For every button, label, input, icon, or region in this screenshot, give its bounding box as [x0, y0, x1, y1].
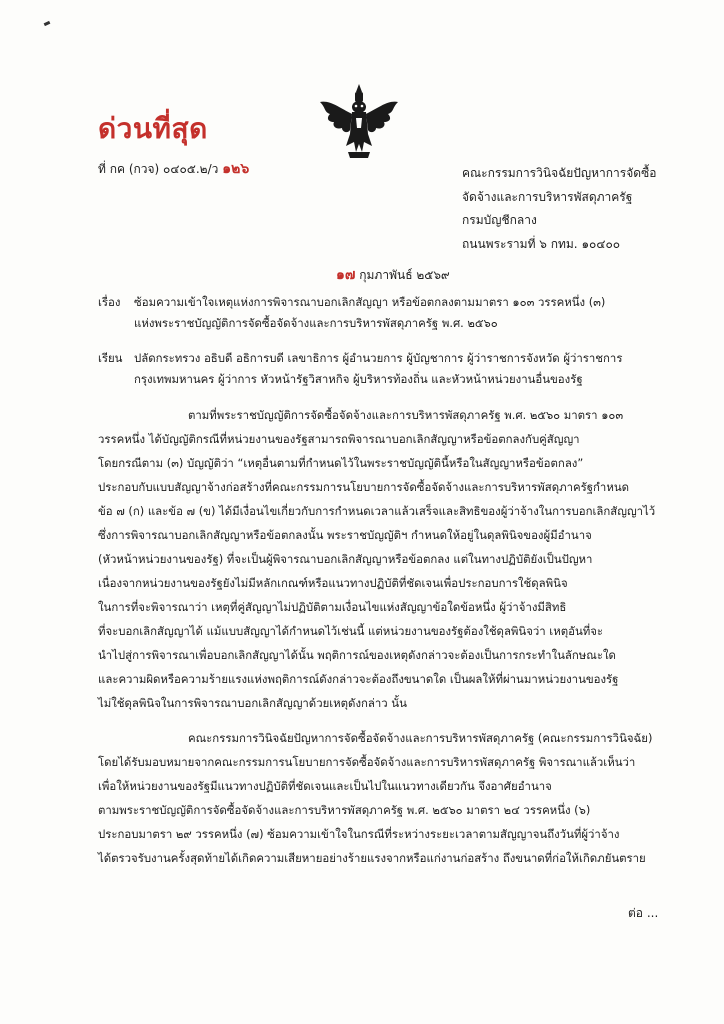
- paragraph1-line: ไม่ใช้ดุลพินิจในการพิจารณาบอกเลิกสัญญาด้วยเหตุดังกล่าว นั้น: [98, 696, 407, 710]
- paragraph1-line: ประกอบกับแบบสัญญาจ้างก่อสร้างที่คณะกรรมการนโยบายการจัดซื้อจัดจ้างและการบริหารพัสดุภาครัฐกำหนด: [98, 480, 630, 494]
- urgent-stamp: ด่วนที่สุด: [98, 112, 208, 145]
- paragraph1-line: และความผิดหรือความร้ายแรงแห่งพฤติการณ์ดังกล่าวจะต้องถึงขนาดใด เป็นผลให้ที่ผ่านมาหน่วยงานของรัฐ: [98, 672, 619, 686]
- date-day: ๑๗: [336, 267, 356, 283]
- address-line: ถนนพระรามที่ ๖ กทม. ๑๐๔๐๐: [462, 236, 621, 251]
- paragraph1-line: ตามที่พระราชบัญญัติการจัดซื้อจัดจ้างและการบริหารพัสดุภาครัฐ พ.ศ. ๒๕๖๐ มาตรา ๑๐๓: [188, 408, 624, 422]
- paragraph1-line: ซึ่งการพิจารณาบอกเลิกสัญญาหรือข้อตกลงนั้น พระราชบัญญัติฯ กำหนดให้อยู่ในดุลพินิจของผู้มีอำนาจ: [98, 528, 592, 542]
- reference-handwritten-number: ๑๒๖: [222, 161, 250, 177]
- paragraph1-line: (หัวหน้าหน่วยงานของรัฐ) ที่จะเป็นผู้พิจารณาบอกเลิกสัญญาหรือข้อตกลง แต่ในทางปฏิบัติยังเป็นปัญหา: [98, 552, 593, 566]
- recipient-line: ปลัดกระทรวง อธิบดี อธิการบดี เลขาธิการ ผู้อำนวยการ ผู้บัญชาการ ผู้ว่าราชการจังหวัด ผู้ว่าราชการ: [134, 351, 623, 365]
- recipient-label: เรียน: [98, 351, 123, 365]
- recipient: [98, 348, 622, 369]
- paragraph2-line: เพื่อให้หน่วยงานของรัฐมีแนวทางปฏิบัติที่ชัดเจนและเป็นไปในแนวทางเดียวกัน จึงอาศัยอำนาจ: [98, 779, 552, 793]
- continued-indicator: ต่อ ...: [628, 906, 659, 920]
- subject-line: ซ้อมความเข้าใจเหตุแห่งการพิจารณาบอกเลิกสัญญา หรือข้อตกลงตามมาตรา ๑๐๓ วรรคหนึ่ง (๓): [134, 295, 606, 309]
- paragraph1-line: ที่จะบอกเลิกสัญญาได้ แม้แบบสัญญาได้กำหนดไว้เช่นนี้ แต่หน่วยงานของรัฐต้องใช้ดุลพินิจว่า เหตุอันที่จะ: [98, 624, 604, 638]
- subject-label: เรื่อง: [98, 295, 121, 309]
- garuda-emblem-icon: [318, 82, 400, 162]
- sender-address: [462, 162, 656, 256]
- recipient-line-2: กรุงเทพมหานคร ผู้ว่าการ หัวหน้ารัฐวิสาหกิจ ผู้บริหารท้องถิ่น และหัวหน้าหน่วยงานอื่นของรัฐ: [134, 372, 583, 386]
- paragraph2-line: ประกอบมาตรา ๒๙ วรรคหนึ่ง (๗) ซ้อมความเข้าใจในกรณีที่ระหว่างระยะเวลาตามสัญญาจนถึงวันที่ผู้ว่าจ้าง: [98, 827, 620, 841]
- paragraph1-line: เนื่องจากหน่วยงานของรัฐยังไม่มีหลักเกณฑ์หรือแนวทางปฏิบัติที่ชัดเจนเพื่อประกอบการใช้ดุลพินิจ: [98, 576, 568, 590]
- address-line: คณะกรรมการวินิจฉัยปัญหาการจัดซื้อ: [462, 166, 657, 180]
- paragraph1-line: นำไปสู่การพิจารณาเพื่อบอกเลิกสัญญาได้นั้น พฤติการณ์ของเหตุดังกล่าวจะต้องเป็นการกระทำในลักษณะใด: [98, 648, 616, 662]
- paragraph2-line: ได้ตรวจรับงานครั้งสุดท้ายได้เกิดความเสียหายอย่างร้ายแรงจากหรือแก่งานก่อสร้าง ถึงขนาดที่ก่อให้เกิดภยันตราย: [98, 851, 646, 865]
- reference-number: [98, 160, 249, 178]
- paragraph1-line: วรรคหนึ่ง ได้บัญญัติกรณีที่หน่วยงานของรัฐสามารถพิจารณาบอกเลิกสัญญาหรือข้อตกลงกับคู่สัญญา: [98, 432, 580, 446]
- paragraph2-line: โดยได้รับมอบหมายจากคณะกรรมการนโยบายการจัดซื้อจัดจ้างและการบริหารพัสดุภาครัฐ พิจารณาแล้วเห็นว่า: [98, 755, 636, 769]
- address-line: จัดจ้างและการบริหารพัสดุภาครัฐ: [462, 189, 633, 204]
- paragraph1-line: ในการที่จะพิจารณาว่า เหตุที่คู่สัญญาไม่ปฏิบัติตามเงื่อนไขแห่งสัญญาข้อใดข้อหนึ่ง ผู้ว่าจ้างมีสิทธิ: [98, 600, 567, 614]
- paragraph2-line: ตามพระราชบัญญัติการจัดซื้อจัดจ้างและการบริหารพัสดุภาครัฐ พ.ศ. ๒๕๖๐ มาตรา ๒๔ วรรคหนึ่ง (๖): [98, 803, 591, 817]
- paragraph1-line: ข้อ ๗ (ก) และข้อ ๗ (ข) ได้มีเงื่อนไขเกี่ยวกับการกำหนดเวลาแล้วเสร็จและสิทธิของผู้ว่าจ้างในการบอกเลิกสัญญาไว้: [98, 504, 656, 518]
- paragraph2-line: คณะกรรมการวินิจฉัยปัญหาการจัดซื้อจัดจ้างและการบริหารพัสดุภาครัฐ (คณะกรรมการวินิจฉัย): [188, 731, 653, 745]
- reference-prefix: ที่ กค (กวจ) ๐๔๐๕.๒/ว: [98, 162, 219, 176]
- scan-mark: [44, 21, 51, 26]
- document-date: [336, 266, 450, 284]
- date-month-year: กุมภาพันธ์ ๒๕๖๙: [359, 268, 450, 282]
- subject-line-2: แห่งพระราชบัญญัติการจัดซื้อจัดจ้างและการบริหารพัสดุภาครัฐ พ.ศ. ๒๕๖๐: [134, 316, 498, 330]
- address-line: กรมบัญชีกลาง: [462, 213, 537, 227]
- paragraph1-line: โดยกรณีตาม (๓) บัญญัติว่า “เหตุอื่นตามที่กำหนดไว้ในพระราชบัญญัตินี้หรือในสัญญาหรือข้อตกลง”: [98, 456, 584, 470]
- subject: [98, 292, 605, 313]
